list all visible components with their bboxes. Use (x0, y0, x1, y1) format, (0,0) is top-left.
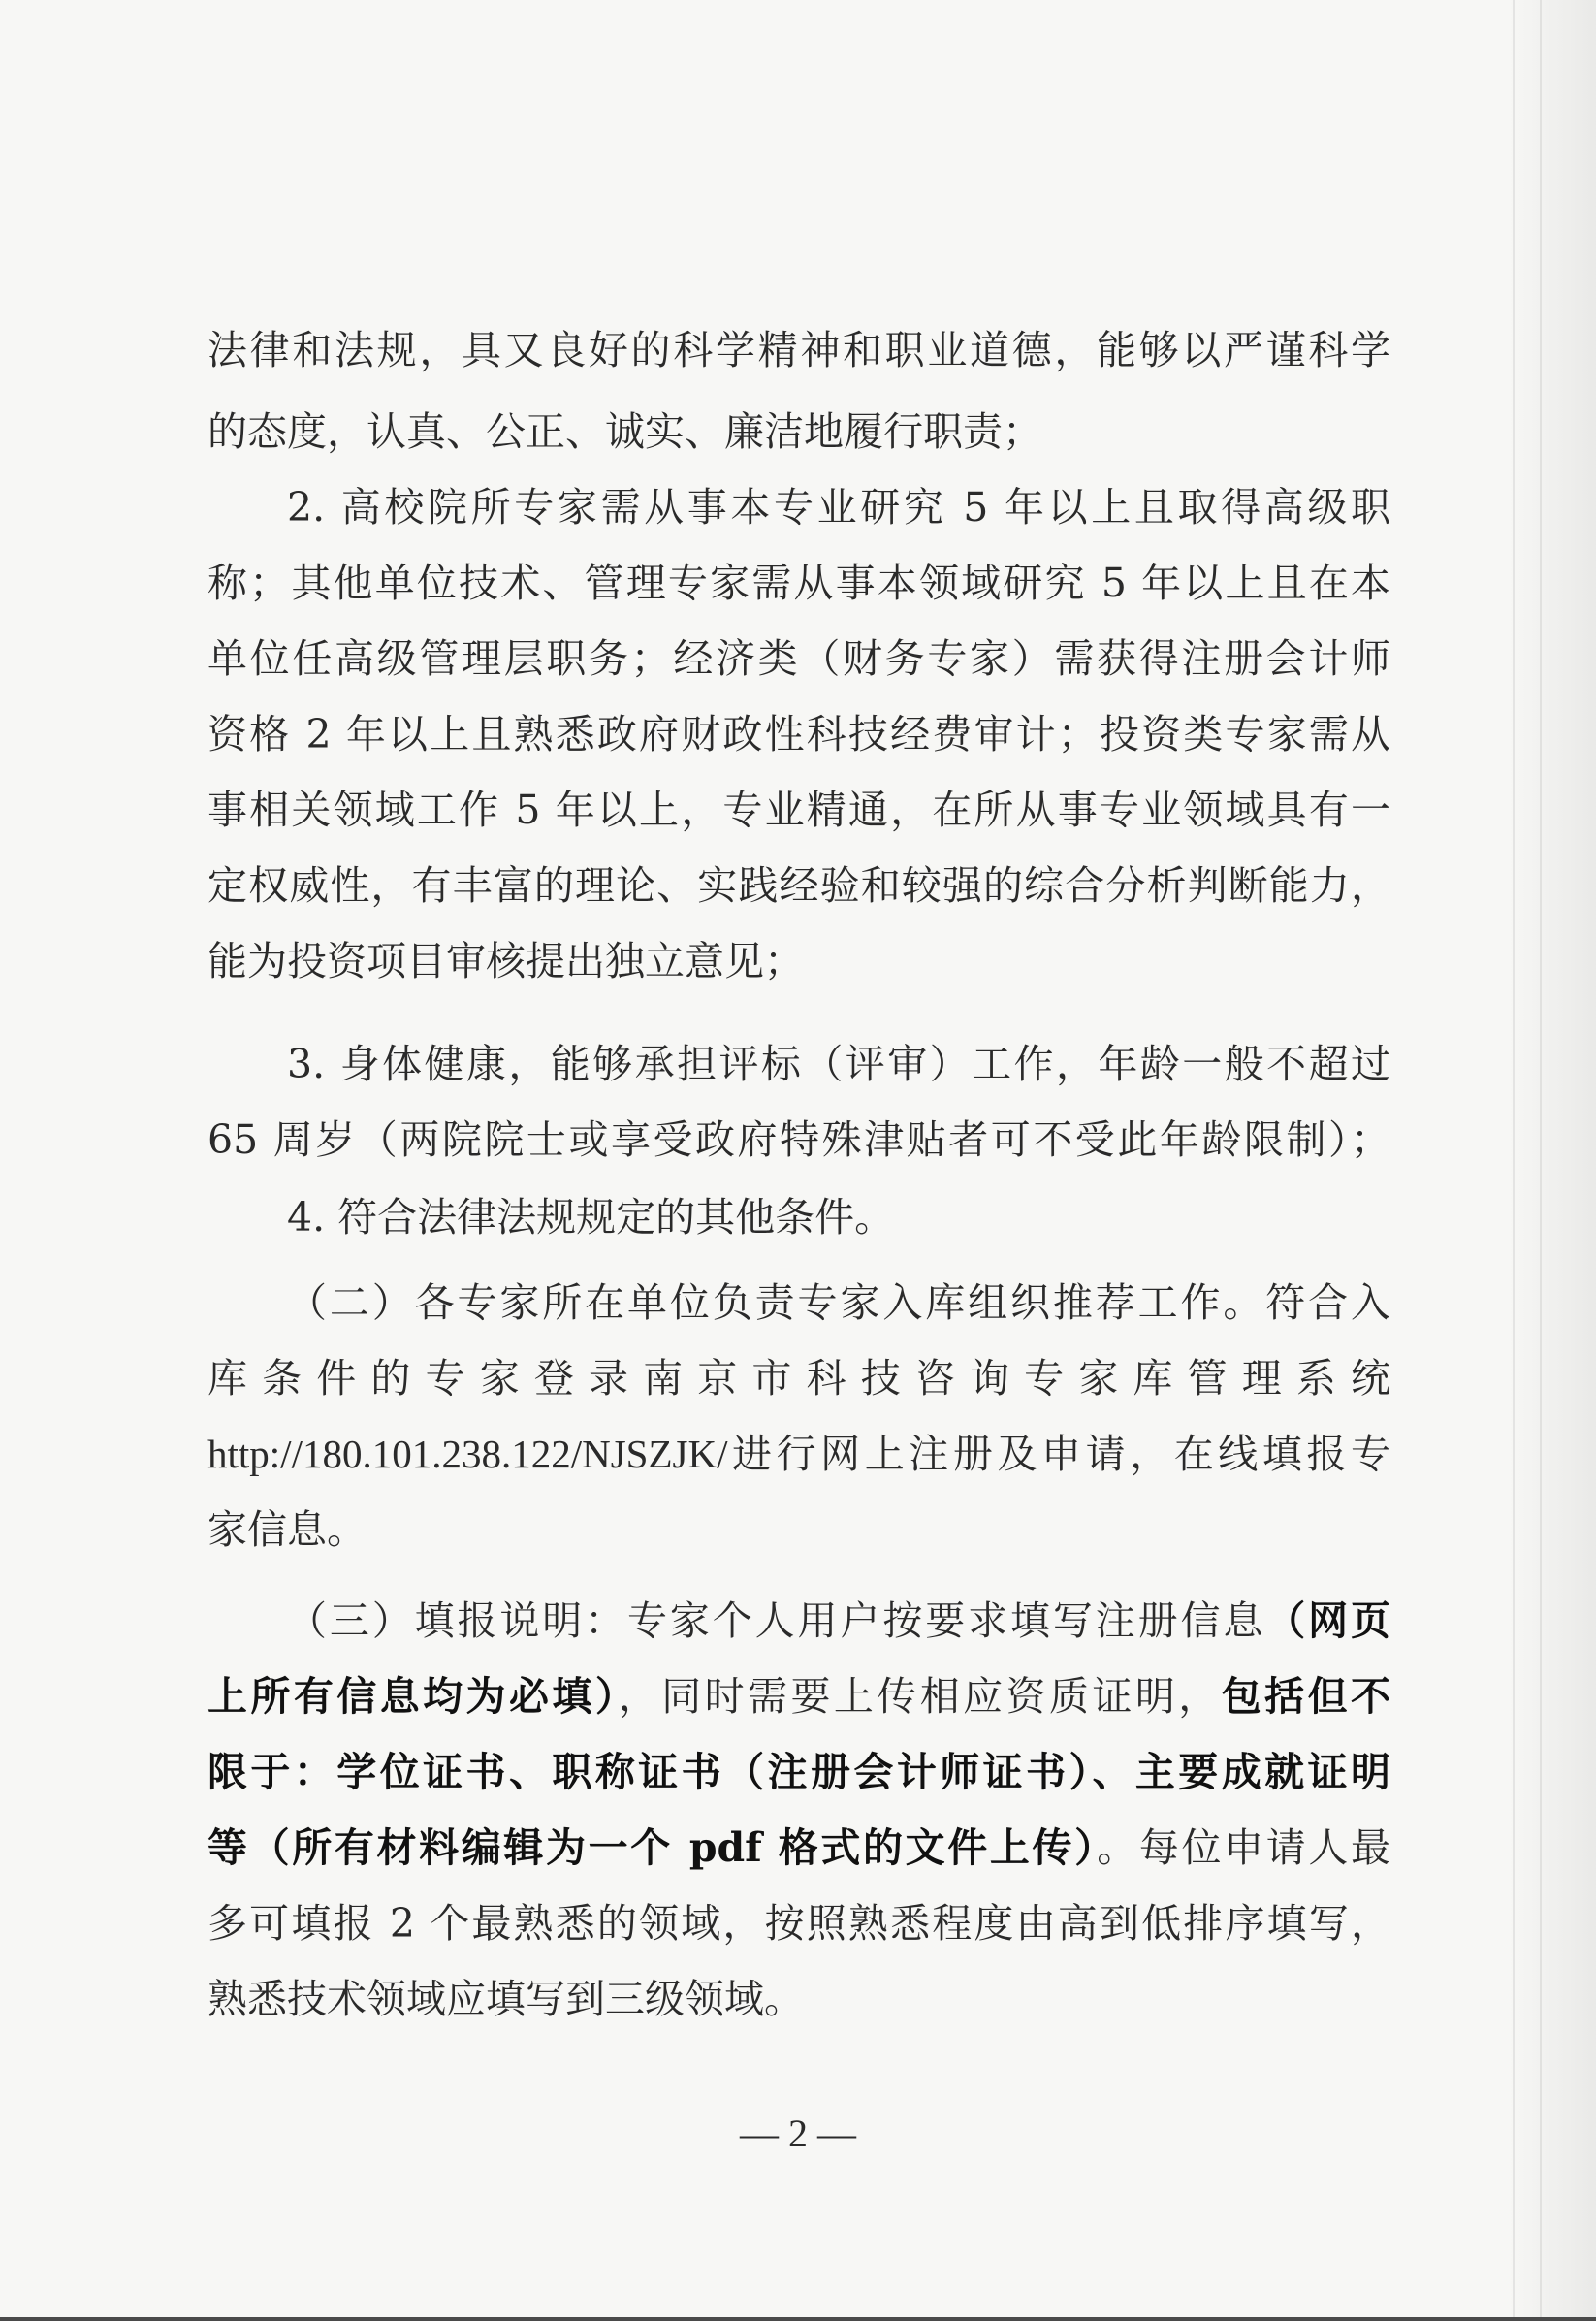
text-line (207, 1667, 1390, 1725)
text-line: 3. 身体健康，能够承担评标（评审）工作，年龄一般不超过 (287, 1041, 1390, 1087)
text-line: 事相关领域工作 5 年以上，专业精通，在所从事专业领域具有一 (207, 787, 1390, 833)
scan-bottom-edge (0, 2317, 1596, 2321)
scan-edge-line (1513, 0, 1515, 2321)
scan-edge-shade (1509, 0, 1596, 2321)
text-line: 资格 2 年以上且熟悉政府财政性科技经费审计；投资类专家需从 (207, 711, 1390, 758)
text-line (287, 1592, 1390, 1650)
text-span: （三）填报说明：专家个人用户按要求填写注册信息 (287, 1597, 1266, 1644)
text-line: 单位任高级管理层职务；经济类（财务专家）需获得注册会计师 (207, 635, 1390, 682)
bold-text-span: （网页 (1265, 1597, 1391, 1644)
text-line: 多可填报 2 个最熟悉的领域，按照熟悉程度由高到低排序填写， (207, 1900, 1390, 1947)
text-line: 家信息。 (207, 1506, 367, 1553)
page-number: — 2 — (740, 2111, 856, 2155)
bold-text-span: 包括但不 (1221, 1673, 1391, 1720)
text-line: 的态度，认真、公正、诚实、廉洁地履行职责； (207, 408, 1042, 455)
text-span: ，同时需要上传相应资质证明， (618, 1673, 1222, 1720)
text-line: （二）各专家所在单位负责专家入库组织推荐工作。符合入 (287, 1279, 1390, 1326)
bold-text-span: 等（所有材料编辑为一个 pdf 格式的文件上传） (207, 1824, 1098, 1871)
url-text-line: http://180.101.238.122/NJSZJK/进行网上注册及申请，在线填报专 (207, 1432, 1390, 1476)
text-line (207, 1819, 1390, 1877)
bold-text-line: 限于：学位证书、职称证书（注册会计师证书）、主要成就证明 (207, 1749, 1390, 1795)
text-line: 65 周岁（两院院士或享受政府特殊津贴者可不受此年龄限制）； (207, 1116, 1390, 1163)
text-line: 2. 高校院所专家需从事本专业研究 5 年以上且取得高级职 (287, 484, 1390, 531)
text-line: 法律和法规，具又良好的科学精神和职业道德，能够以严谨科学 (207, 327, 1390, 373)
text-line: 4. 符合法律法规规定的其他条件。 (287, 1194, 895, 1241)
text-line: 库条件的专家登录南京市科技咨询专家库管理系统 (207, 1355, 1390, 1402)
text-span: 。每位申请人最 (1097, 1824, 1390, 1871)
text-line: 能为投资项目审核提出独立意见； (207, 938, 804, 984)
text-line: 定权威性，有丰富的理论、实践经验和较强的综合分析判断能力， (207, 862, 1390, 909)
scan-edge-line (1540, 0, 1542, 2321)
text-line: 熟悉技术领域应填写到三级领域。 (207, 1976, 804, 2022)
bold-text-span: 上所有信息均为必填） (207, 1673, 619, 1720)
text-line: 称；其他单位技术、管理专家需从事本领域研究 5 年以上且在本 (207, 560, 1390, 606)
